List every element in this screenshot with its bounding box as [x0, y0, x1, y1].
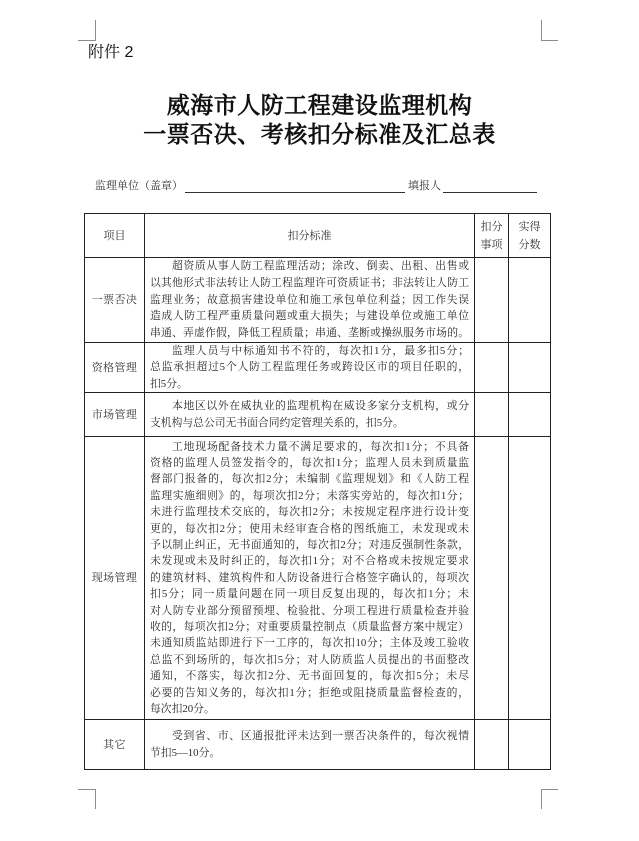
- standard-line: 支机构与总公司无书面合同约定管理关系的，扣5分。: [150, 416, 404, 429]
- crop-mark-bottom-left-v: [95, 789, 96, 809]
- score-cell: [509, 720, 551, 770]
- deduction-cell: [475, 437, 509, 720]
- standard-line: 超资质从事人防工程监理活动；涂改、倒卖、出租、出售或: [172, 260, 469, 272]
- standard-line: 节扣5—10分。: [150, 746, 221, 759]
- attachment-label: 附件 2: [88, 44, 134, 61]
- deduction-cell: [475, 258, 509, 343]
- standard-line: 总监不到场所的，每次扣5分；对人防质监人员提出的书面整改: [150, 653, 469, 666]
- title-line-1: 威海市人防工程建设监理机构: [166, 93, 473, 118]
- standard-line: 未通知质监站即进行下一工序的，每次扣10分；主体及竣工验收: [150, 637, 469, 650]
- deduction-cell: [475, 720, 509, 770]
- standard-line: 更的，每次扣2分；使用未经审查合格的图纸施工，未发现或未: [150, 522, 469, 535]
- crop-mark-top-right-v: [541, 20, 542, 41]
- standard-line: 收的，每项次扣2分；对重要质量控制点（质量监督方案中规定）: [150, 620, 469, 633]
- row-standard-veto: [145, 258, 475, 343]
- unit-label: 监理单位（盖章）: [95, 180, 183, 192]
- standard-line: 通知，不落实，每次扣2分、无书面回复的，每次扣5分；未尽: [150, 670, 469, 683]
- standard-line: 未进行监理技术交底的，每次扣2分；未按规定程序进行设计变: [150, 506, 469, 519]
- document-title: [0, 91, 639, 149]
- standard-line: 受到省、市、区通报批评未达到一票否决条件的，每次视情: [172, 729, 469, 742]
- header-score: [509, 214, 551, 258]
- standard-line: 造成人防工程严重质量问题或重大损失；与建设单位或施工单位: [150, 310, 469, 323]
- standard-line: 督部门报备的，每次扣2分；未编制《监理规划》和《人防工程: [150, 473, 469, 486]
- header-standard-label: 扣分标准: [287, 229, 332, 242]
- row-item-other: 其它: [85, 720, 145, 770]
- header-deduction-line: 事项: [480, 238, 503, 251]
- score-cell: [509, 437, 551, 720]
- row-standard-market: [145, 393, 475, 437]
- row-item-site: 现场管理: [85, 437, 145, 720]
- standard-line: 以其他形式非法转让人防工程监理许可资质证书；非法转让人防工: [150, 276, 469, 289]
- standard-line: 的建筑材料、建筑构件和人防设备进行合格签字确认的，每项次: [150, 571, 469, 584]
- header-score-line: 实得: [518, 220, 541, 233]
- standard-line: 监理业务；故意损害建设单位和施工承包单位利益；因工作失误: [150, 293, 469, 306]
- header-score-line: 分数: [518, 238, 541, 251]
- standard-line: 扣5分；同一质量问题在同一项目反复出现的，每次扣1分；未: [150, 588, 469, 601]
- row-standard-qualification: [145, 343, 475, 393]
- standard-line: 监理实施细则》的，每项次扣2分；未落实旁站的，每次扣1分；: [150, 489, 469, 502]
- standard-line: 扣5分。: [150, 377, 188, 390]
- header-item: [85, 214, 145, 258]
- crop-mark-top-right-h: [541, 40, 558, 41]
- header-item-label: 项目: [103, 229, 126, 242]
- standard-line: 资格的监理人员签发指令的，每次扣1分；监理人员未到质量监: [150, 457, 469, 470]
- score-cell: [509, 393, 551, 437]
- crop-mark-bottom-right-h: [541, 789, 558, 790]
- standard-line: 必要的告知义务的，每次扣1分；拒绝或阻挠质量监督检查的，: [150, 686, 469, 699]
- header-deduction: [475, 214, 509, 258]
- header-standard: [145, 214, 475, 258]
- score-cell: [509, 258, 551, 343]
- score-cell: [509, 343, 551, 393]
- row-standard-site: [145, 437, 475, 720]
- row-item-market: 市场管理: [85, 393, 145, 437]
- deduction-cell: [475, 343, 509, 393]
- standard-line: 监理人员与中标通知书不符的，每次扣1分，最多扣5分；: [172, 345, 469, 357]
- standard-line: 工地现场配备技术力量不满足要求的，每次扣1分；不具备: [172, 440, 469, 453]
- standard-line: 串通、弄虚作假，降低工程质量；串通、垄断或操纵服务市场的。: [150, 327, 469, 340]
- deduction-cell: [475, 393, 509, 437]
- standard-line: 对人防专业部分预留预埋、检验批、分项工程进行质量检查并验: [150, 604, 469, 617]
- standard-line: 总监承担超过5个人防工程监理任务或跨设区市的项目任职的，: [150, 361, 469, 374]
- unit-fill-line: [185, 192, 405, 193]
- row-item-veto: 一票否决: [85, 258, 145, 343]
- crop-mark-top-left-h: [78, 40, 95, 41]
- reporter-fill-line: [443, 192, 537, 193]
- crop-mark-bottom-right-v: [541, 789, 542, 809]
- reporter-label: 填报人: [408, 180, 441, 192]
- crop-mark-top-left-v: [95, 20, 96, 41]
- scoring-table: [84, 213, 551, 770]
- standard-line: 予以制止纠正，无书面通知的，每次扣2分；对违反强制性条款，: [150, 539, 469, 552]
- crop-mark-bottom-left-h: [78, 789, 95, 790]
- standard-line: 每次扣20分。: [150, 702, 215, 715]
- standard-line: 本地区以外在威执业的监理机构在威设多家分支机构，或分: [172, 399, 469, 412]
- title-line-2: 一票否决、考核扣分标准及汇总表: [143, 122, 496, 147]
- header-deduction-line: 扣分: [480, 220, 503, 233]
- row-item-qualification: 资格管理: [85, 343, 145, 393]
- row-standard-other: [145, 720, 475, 770]
- standard-line: 未发现或未及时纠正的，每次扣1分；对不合格或未按规定要求: [150, 555, 469, 568]
